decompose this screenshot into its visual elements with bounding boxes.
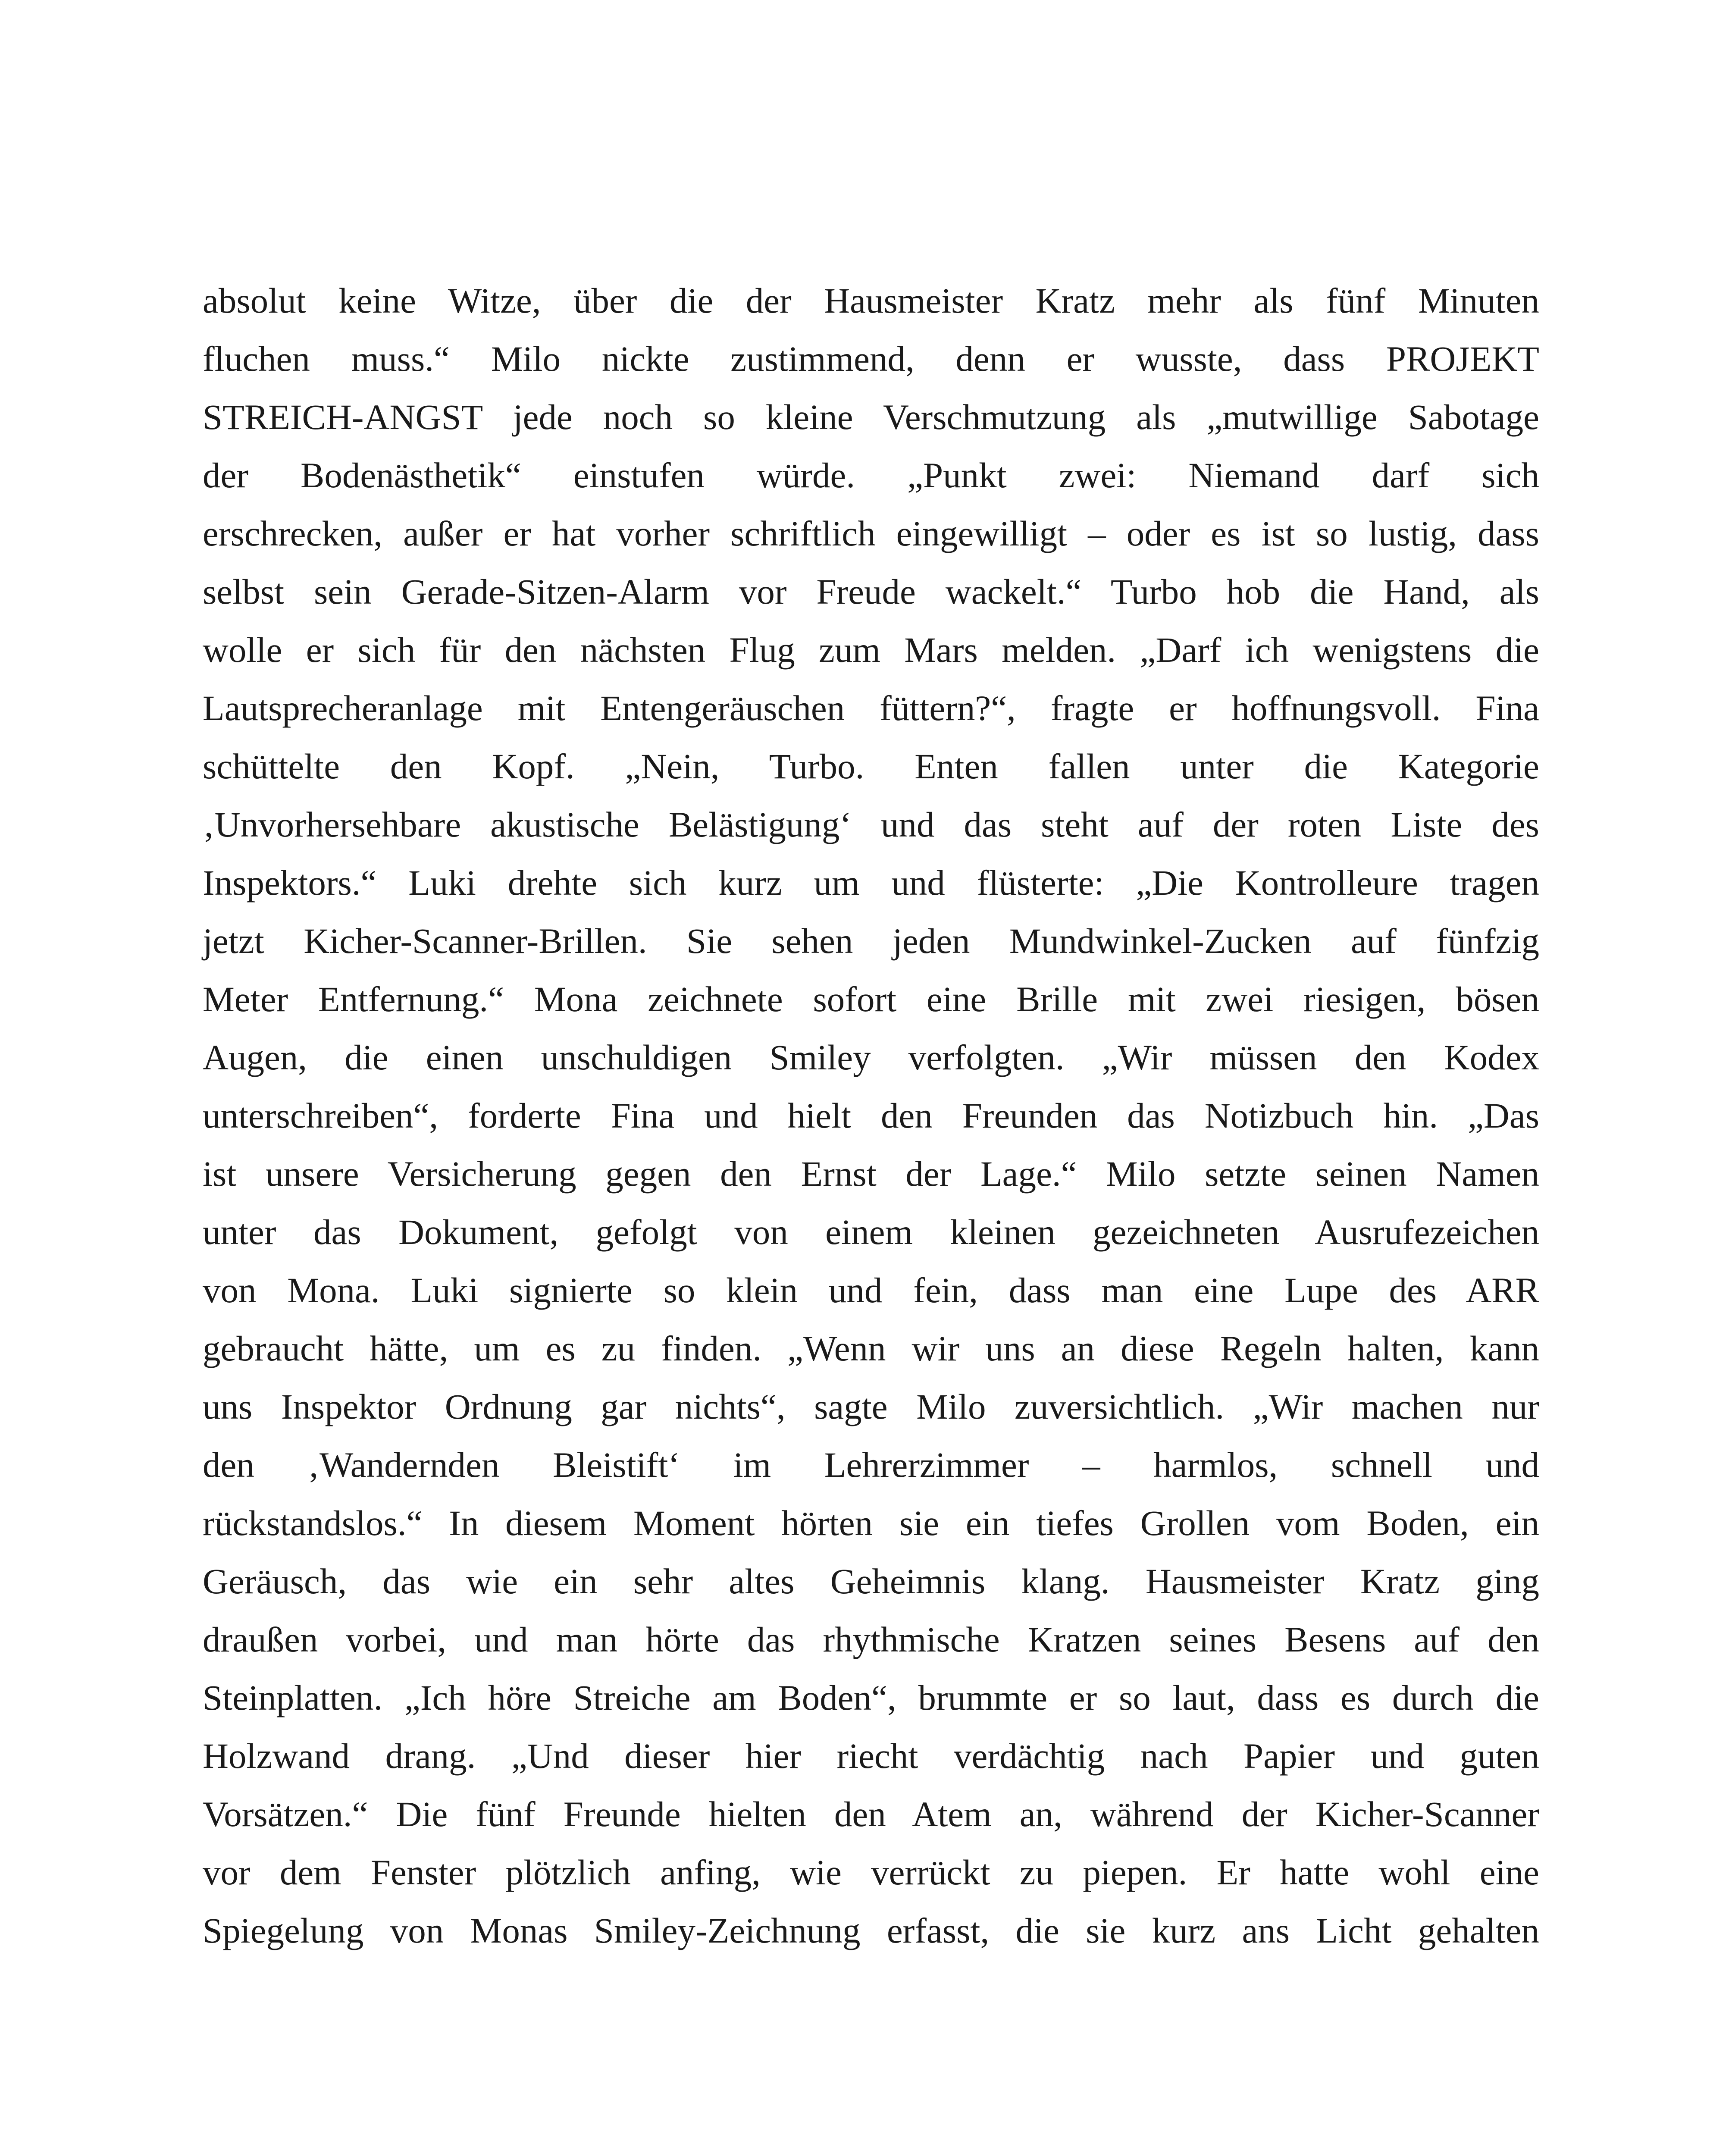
text-line: Geräusch, das wie ein sehr altes Geheimnis klang. Hausmeister Kratz ging	[203, 1561, 1539, 1601]
text-line: selbst sein Gerade-Sitzen-Alarm vor Freude wackelt.“ Turbo hob die Hand, als	[203, 572, 1539, 611]
text-line: erschrecken, außer er hat vorher schriftlich eingewilligt – oder es ist so lustig, dass	[203, 514, 1539, 553]
text-line: Augen, die einen unschuldigen Smiley verfolgten. „Wir müssen den Kodex	[203, 1037, 1539, 1077]
text-line: schüttelte den Kopf. „Nein, Turbo. Enten fallen unter die Kategorie	[203, 746, 1539, 786]
text-line: Meter Entfernung.“ Mona zeichnete sofort eine Brille mit zwei riesigen, bösen	[203, 979, 1539, 1019]
text-line: rückstandslos.“ In diesem Moment hörten sie ein tiefes Grollen vom Boden, ein	[203, 1503, 1539, 1543]
text-line: ‚Unvorhersehbare akustische Belästigung‘ und das steht auf der roten Liste des	[203, 805, 1539, 844]
text-line: Inspektors.“ Luki drehte sich kurz um und flüsterte: „Die Kontrolleure tragen	[203, 863, 1539, 903]
text-line: jetzt Kicher-Scanner-Brillen. Sie sehen jeden Mundwinkel-Zucken auf fünfzig	[203, 921, 1539, 961]
text-line: Vorsätzen.“ Die fünf Freunde hielten den Atem an, während der Kicher-Scanner	[203, 1794, 1539, 1834]
text-line: uns Inspektor Ordnung gar nichts“, sagte Milo zuversichtlich. „Wir machen nur	[203, 1387, 1539, 1426]
text-line: unter das Dokument, gefolgt von einem kleinen gezeichneten Ausrufezeichen	[203, 1212, 1539, 1252]
text-line: draußen vorbei, und man hörte das rhythmische Kratzen seines Besens auf den	[203, 1620, 1539, 1659]
text-line: STREICH-ANGST jede noch so kleine Verschmutzung als „mutwillige Sabotage	[203, 397, 1539, 437]
text-line: unterschreiben“, forderte Fina und hielt den Freunden das Notizbuch hin. „Das	[203, 1096, 1539, 1135]
text-line: Steinplatten. „Ich höre Streiche am Boden“, brummte er so laut, dass es durch die	[203, 1678, 1539, 1717]
text-line: Holzwand drang. „Und dieser hier riecht verdächtig nach Papier und guten	[203, 1736, 1539, 1776]
text-line: den ‚Wandernden Bleistift‘ im Lehrerzimmer – harmlos, schnell und	[203, 1445, 1539, 1485]
text-line: gebraucht hätte, um es zu finden. „Wenn wir uns an diese Regeln halten, kann	[203, 1329, 1539, 1368]
text-line: vor dem Fenster plötzlich anfing, wie verrückt zu piepen. Er hatte wohl eine	[203, 1852, 1539, 1892]
text-line: ist unsere Versicherung gegen den Ernst der Lage.“ Milo setzte seinen Namen	[203, 1154, 1539, 1194]
body-text	[203, 272, 1539, 1960]
text-line: von Mona. Luki signierte so klein und fein, dass man eine Lupe des ARR	[203, 1270, 1539, 1310]
text-line: wolle er sich für den nächsten Flug zum Mars melden. „Darf ich wenigstens die	[203, 630, 1539, 670]
text-line: Spiegelung von Monas Smiley-Zeichnung erfasst, die sie kurz ans Licht gehalten	[203, 1911, 1539, 1950]
text-line: der Bodenästhetik“ einstufen würde. „Punkt zwei: Niemand darf sich	[203, 455, 1539, 495]
text-line: Lautsprecheranlage mit Entengeräuschen füttern?“, fragte er hoffnungsvoll. Fina	[203, 688, 1539, 728]
text-line: fluchen muss.“ Milo nickte zustimmend, denn er wusste, dass PROJEKT	[203, 339, 1539, 379]
text-line: absolut keine Witze, über die der Hausmeister Kratz mehr als fünf Minuten	[203, 281, 1539, 320]
